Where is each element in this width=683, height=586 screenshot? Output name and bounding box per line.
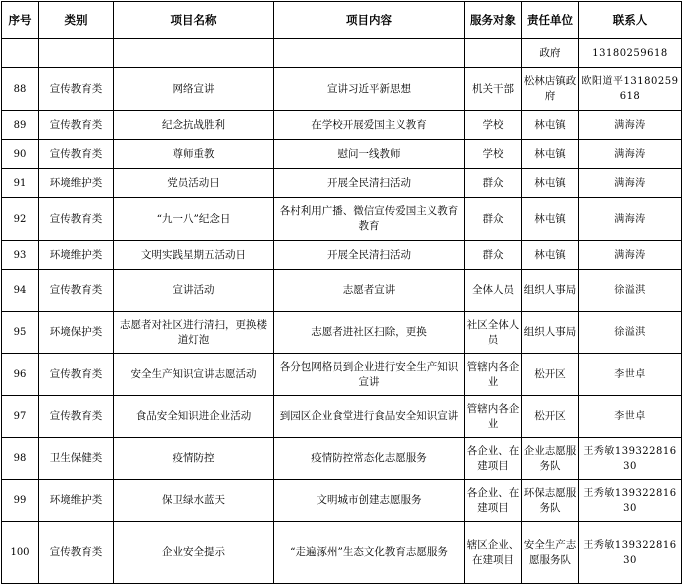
cell-category: 卫生保健类 — [39, 438, 114, 480]
cell-no — [2, 39, 39, 68]
header-name: 项目名称 — [114, 2, 274, 39]
cell-target: 群众 — [465, 169, 522, 198]
cell-content: 慰问一线教师 — [274, 140, 465, 169]
cell-name — [114, 39, 274, 68]
cell-no: 94 — [2, 270, 39, 312]
cell-category: 环境保护类 — [39, 312, 114, 354]
table-row — [2, 241, 682, 270]
table-row — [2, 354, 682, 396]
cell-unit: 政府 — [522, 39, 579, 68]
cell-contact: 徐溢淇 — [579, 312, 682, 354]
cell-unit: 企业志愿服务队 — [522, 438, 579, 480]
cell-contact: 满海涛 — [579, 140, 682, 169]
cell-content: 文明城市创建志愿服务 — [274, 480, 465, 522]
cell-content: 志愿者宣讲 — [274, 270, 465, 312]
cell-category: 宣传教育类 — [39, 354, 114, 396]
cell-unit: 林屯镇 — [522, 111, 579, 140]
cell-contact: 满海涛 — [579, 241, 682, 270]
cell-unit: 组织人事局 — [522, 312, 579, 354]
cell-contact: 王秀敏13932281630 — [579, 522, 682, 584]
cell-contact: 欧阳道平13180259618 — [579, 68, 682, 111]
cell-name: 企业安全提示 — [114, 522, 274, 584]
cell-contact: 李世卓 — [579, 396, 682, 438]
header-contact: 联系人 — [579, 2, 682, 39]
cell-no: 89 — [2, 111, 39, 140]
cell-name: 安全生产知识宣讲志愿活动 — [114, 354, 274, 396]
table-row — [2, 480, 682, 522]
header-content: 项目内容 — [274, 2, 465, 39]
cell-category — [39, 39, 114, 68]
table-row — [2, 396, 682, 438]
cell-name: 文明实践星期五活动日 — [114, 241, 274, 270]
cell-no: 97 — [2, 396, 39, 438]
table-row — [2, 169, 682, 198]
cell-content: 宣讲习近平新思想 — [274, 68, 465, 111]
cell-category: 宣传教育类 — [39, 111, 114, 140]
header-unit: 责任单位 — [522, 2, 579, 39]
cell-contact: 李世卓 — [579, 354, 682, 396]
cell-target: 全体人员 — [465, 270, 522, 312]
cell-category: 环境维护类 — [39, 169, 114, 198]
cell-contact: 满海涛 — [579, 169, 682, 198]
cell-category: 环境维护类 — [39, 241, 114, 270]
cell-contact: 满海涛 — [579, 111, 682, 140]
table-row — [2, 270, 682, 312]
cell-target: 群众 — [465, 198, 522, 241]
cell-target: 管辖内各企业 — [465, 396, 522, 438]
cell-no: 88 — [2, 68, 39, 111]
cell-contact: 徐溢淇 — [579, 270, 682, 312]
cell-content: 志愿者进社区扫除，更换 — [274, 312, 465, 354]
header-row — [2, 2, 682, 39]
cell-name: 宣讲活动 — [114, 270, 274, 312]
cell-name: 网络宣讲 — [114, 68, 274, 111]
cell-target: 辖区企业、在建项目 — [465, 522, 522, 584]
cell-contact: 13180259618 — [579, 39, 682, 68]
cell-name: “九一八”纪念日 — [114, 198, 274, 241]
cell-target: 各企业、在建项目 — [465, 438, 522, 480]
cell-target: 学校 — [465, 140, 522, 169]
cell-content: 在学校开展爱国主义教育 — [274, 111, 465, 140]
cell-unit: 松开区 — [522, 354, 579, 396]
cell-category: 环境维护类 — [39, 480, 114, 522]
cell-content: 各村利用广播、微信宣传爱国主义教育教育 — [274, 198, 465, 241]
cell-name: 尊师重教 — [114, 140, 274, 169]
cell-content: 开展全民清扫活动 — [274, 169, 465, 198]
header-target: 服务对象 — [465, 2, 522, 39]
table-row — [2, 68, 682, 111]
project-table — [1, 1, 682, 584]
cell-target: 学校 — [465, 111, 522, 140]
cell-unit: 林屯镇 — [522, 241, 579, 270]
cell-no: 90 — [2, 140, 39, 169]
cell-unit: 环保志愿服务队 — [522, 480, 579, 522]
cell-name: 志愿者对社区进行清扫，更换楼道灯泡 — [114, 312, 274, 354]
cell-target: 群众 — [465, 241, 522, 270]
cell-no: 100 — [2, 522, 39, 584]
cell-target — [465, 39, 522, 68]
cell-name: 疫情防控 — [114, 438, 274, 480]
cell-content: 到园区企业食堂进行食品安全知识宣讲 — [274, 396, 465, 438]
cell-content: 开展全民清扫活动 — [274, 241, 465, 270]
cell-unit: 安全生产志愿服务队 — [522, 522, 579, 584]
cell-no: 91 — [2, 169, 39, 198]
cell-no: 95 — [2, 312, 39, 354]
table-row — [2, 438, 682, 480]
cell-no: 96 — [2, 354, 39, 396]
cell-category: 宣传教育类 — [39, 140, 114, 169]
cell-contact: 满海涛 — [579, 198, 682, 241]
cell-unit: 林屯镇 — [522, 140, 579, 169]
cell-unit: 松开区 — [522, 396, 579, 438]
cell-no: 99 — [2, 480, 39, 522]
table-row — [2, 522, 682, 584]
table-row — [2, 140, 682, 169]
cell-contact: 王秀敏13932281630 — [579, 480, 682, 522]
cell-name: 保卫绿水蓝天 — [114, 480, 274, 522]
cell-no: 98 — [2, 438, 39, 480]
cell-category: 宣传教育类 — [39, 198, 114, 241]
cell-unit: 林屯镇 — [522, 198, 579, 241]
table-row — [2, 312, 682, 354]
cell-target: 各企业、在建项目 — [465, 480, 522, 522]
table-row — [2, 39, 682, 68]
cell-target: 社区全体人员 — [465, 312, 522, 354]
cell-content: 疫情防控常态化志愿服务 — [274, 438, 465, 480]
cell-name: 党员活动日 — [114, 169, 274, 198]
cell-category: 宣传教育类 — [39, 522, 114, 584]
cell-content: “走遍涿州”生态文化教育志愿服务 — [274, 522, 465, 584]
table-row — [2, 198, 682, 241]
cell-category: 宣传教育类 — [39, 396, 114, 438]
cell-category: 宣传教育类 — [39, 68, 114, 111]
table-container — [1, 1, 682, 584]
header-category: 类别 — [39, 2, 114, 39]
cell-unit: 林屯镇 — [522, 169, 579, 198]
cell-unit: 松林店镇政府 — [522, 68, 579, 111]
cell-name: 食品安全知识进企业活动 — [114, 396, 274, 438]
cell-no: 93 — [2, 241, 39, 270]
table-row — [2, 111, 682, 140]
cell-target: 管辖内各企业 — [465, 354, 522, 396]
cell-content: 各分包网格员到企业进行安全生产知识宣讲 — [274, 354, 465, 396]
cell-contact: 王秀敏13932281630 — [579, 438, 682, 480]
cell-target: 机关干部 — [465, 68, 522, 111]
cell-name: 纪念抗战胜利 — [114, 111, 274, 140]
cell-category: 宣传教育类 — [39, 270, 114, 312]
cell-no: 92 — [2, 198, 39, 241]
cell-unit: 组织人事局 — [522, 270, 579, 312]
header-no: 序号 — [2, 2, 39, 39]
cell-content — [274, 39, 465, 68]
